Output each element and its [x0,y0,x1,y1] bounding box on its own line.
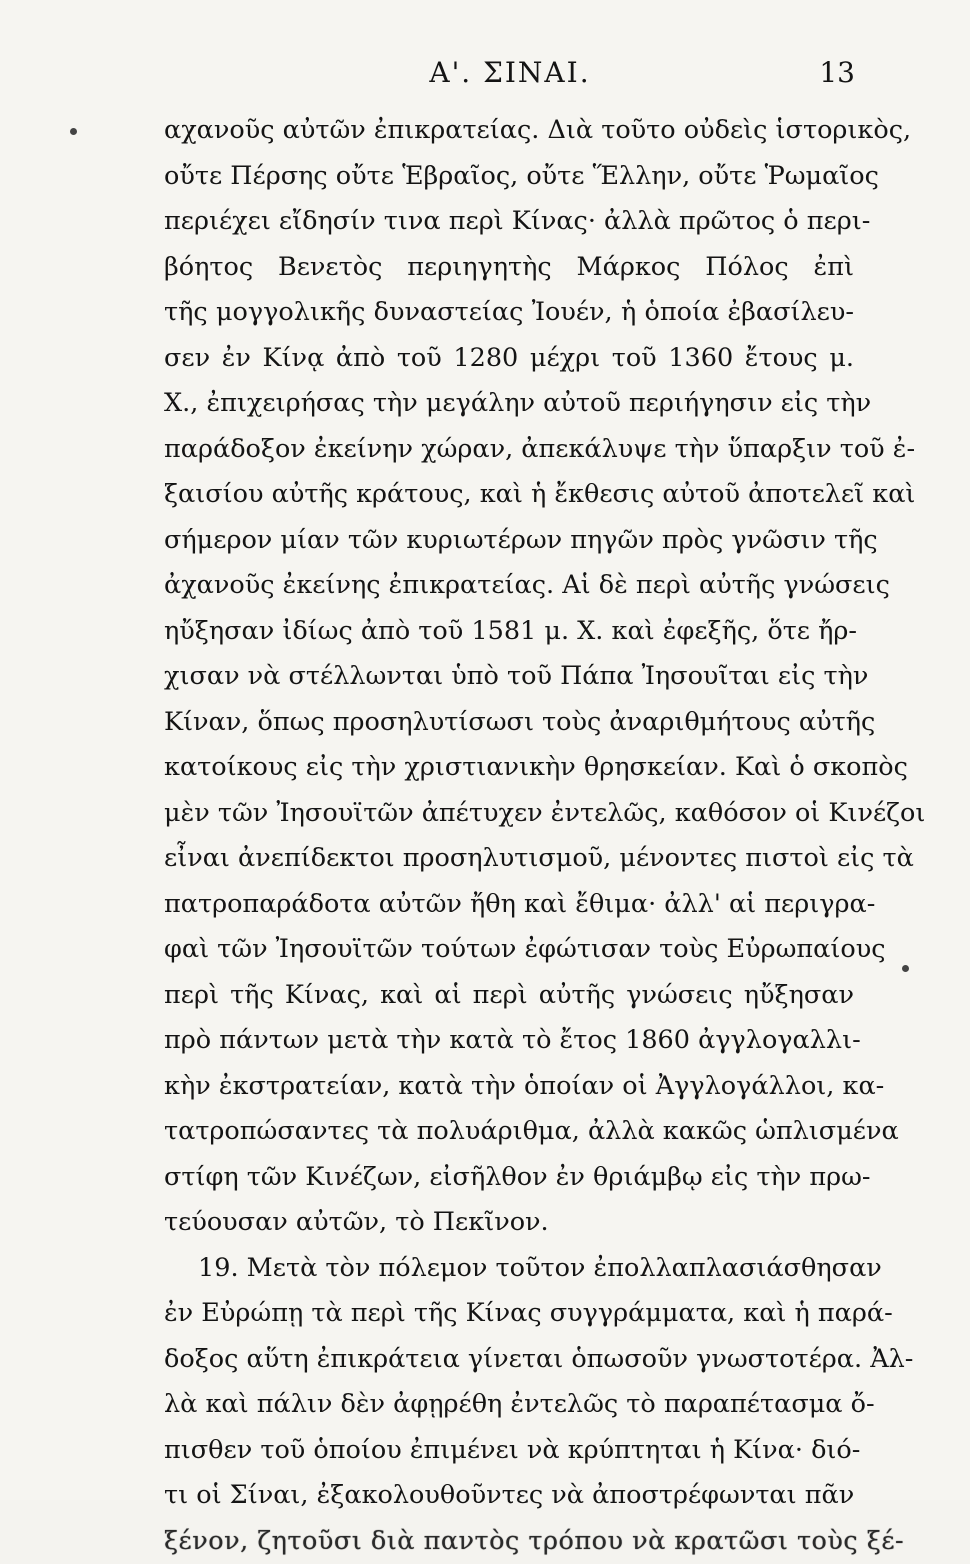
text-line: μὲν τῶν Ἰησουϊτῶν ἀπέτυχεν ἐντελῶς, καθόσον οἱ Κινέζοι [164,791,854,837]
text-line: πατροπαράδοτα αὐτῶν ἤθη καὶ ἔθιμα· ἀλλ' αἱ περιγρα- [164,882,854,928]
text-line: τατροπώσαντες τὰ πολυάριθμα, ἀλλὰ κακῶς ὡπλισμένα [164,1109,854,1155]
text-line: χισαν νὰ στέλλωνται ὑπὸ τοῦ Πάπα Ἰησουῖται εἰς τὴν [164,654,854,700]
paragraph-end-line: τεύουσαν αὐτῶν, τὸ Πεκῖνον. [164,1200,854,1246]
text-line: κατοίκους εἰς τὴν χριστιανικὴν θρησκείαν. Καὶ ὁ σκοπὸς [164,745,854,791]
text-line: φαὶ τῶν Ἰησουϊτῶν τούτων ἐφώτισαν τοὺς Εὐρωπαίους [164,927,854,973]
text-line: βόητος Βενετὸς περιηγητὴς Μάρκος Πόλος ἐπὶ [164,245,854,291]
text-line: δοξος αὕτη ἐπικράτεια γίνεται ὁπωσοῦν γνωστοτέρα. Ἀλ- [164,1337,854,1383]
text-line: λὰ καὶ πάλιν δὲν ἀφῃρέθη ἐντελῶς τὸ παραπέτασμα ὄ- [164,1382,854,1428]
blurred-bottom-line: ξένον, ζητοῦσι διὰ παντὸς τρόπου νὰ κρατῶσι τοὺς ξέ- [164,1519,854,1564]
text-line: ξαισίου αὐτῆς κράτους, καὶ ἡ ἔκθεσις αὐτοῦ ἀποτελεῖ καὶ [164,472,854,518]
margin-mark [902,965,909,972]
text-line: περιέχει εἴδησίν τινα περὶ Κίνας· ἀλλὰ πρῶτος ὁ περι- [164,199,854,245]
text-line: ἀχανοῦς ἐκείνης ἐπικρατείας. Αἱ δὲ περὶ αὐτῆς γνώσεις [164,563,854,609]
text-line: Χ., ἐπιχειρήσας τὴν μεγάλην αὐτοῦ περιήγησιν εἰς τὴν [164,381,854,427]
text-line: ηὔξησαν ἰδίως ἀπὸ τοῦ 1581 μ. Χ. καὶ ἐφεξῆς, ὅτε ἤρ- [164,609,854,655]
text-line: περὶ τῆς Κίνας, καὶ αἱ περὶ αὐτῆς γνώσεις ηὔξησαν [164,973,854,1019]
text-line: αχανοῦς αὐτῶν ἐπικρατείας. Διὰ τοῦτο οὐδεὶς ἱστορικὸς, [164,108,854,154]
text-line: τῆς μογγολικῆς δυναστείας Ἰουέν, ἡ ὁποία ἐβασίλευ- [164,290,854,336]
body-text [164,108,854,1564]
text-line: κὴν ἐκστρατείαν, κατὰ τὴν ὁποίαν οἱ Ἀγγλογάλλοι, κα- [164,1064,854,1110]
section-19-first-line: 19. Μετὰ τὸν πόλεμον τοῦτον ἐπολλαπλασιάσθησαν [164,1246,854,1292]
text-line: πισθεν τοῦ ὁποίου ἐπιμένει νὰ κρύπτηται ἡ Κίνα· διό- [164,1428,854,1474]
running-title: Α'. ΣΙΝΑΙ. [165,56,855,89]
text-line: σήμερον μίαν τῶν κυριωτέρων πηγῶν πρὸς γνῶσιν τῆς [164,518,854,564]
text-line: οὔτε Πέρσης οὔτε Ἑβραῖος, οὔτε Ἕλλην, οὔτε Ῥωμαῖος [164,154,854,200]
page-header [165,56,855,96]
text-line: Κίναν, ὅπως προσηλυτίσωσι τοὺς ἀναριθμήτους αὐτῆς [164,700,854,746]
text-line: πρὸ πάντων μετὰ τὴν κατὰ τὸ ἔτος 1860 ἀγγλογαλλι- [164,1018,854,1064]
text-line: ἐν Εὐρώπῃ τὰ περὶ τῆς Κίνας συγγράμματα, καὶ ἡ παρά- [164,1291,854,1337]
text-line: παράδοξον ἐκείνην χώραν, ἀπεκάλυψε τὴν ὕπαρξιν τοῦ ἐ- [164,427,854,473]
text-line: τι οἱ Σίναι, ἐξακολουθοῦντες νὰ ἀποστρέφωνται πᾶν [164,1473,854,1519]
page-number: 13 [819,56,855,89]
text-line: σεν ἐν Κίνᾳ ἀπὸ τοῦ 1280 μέχρι τοῦ 1360 ἔτους μ. [164,336,854,382]
margin-mark [70,128,77,135]
text-line: εἶναι ἀνεπίδεκτοι προσηλυτισμοῦ, μένοντες πιστοὶ εἰς τὰ [164,836,854,882]
text-line: στίφη τῶν Κινέζων, εἰσῆλθον ἐν θριάμβῳ εἰς τὴν πρω- [164,1155,854,1201]
